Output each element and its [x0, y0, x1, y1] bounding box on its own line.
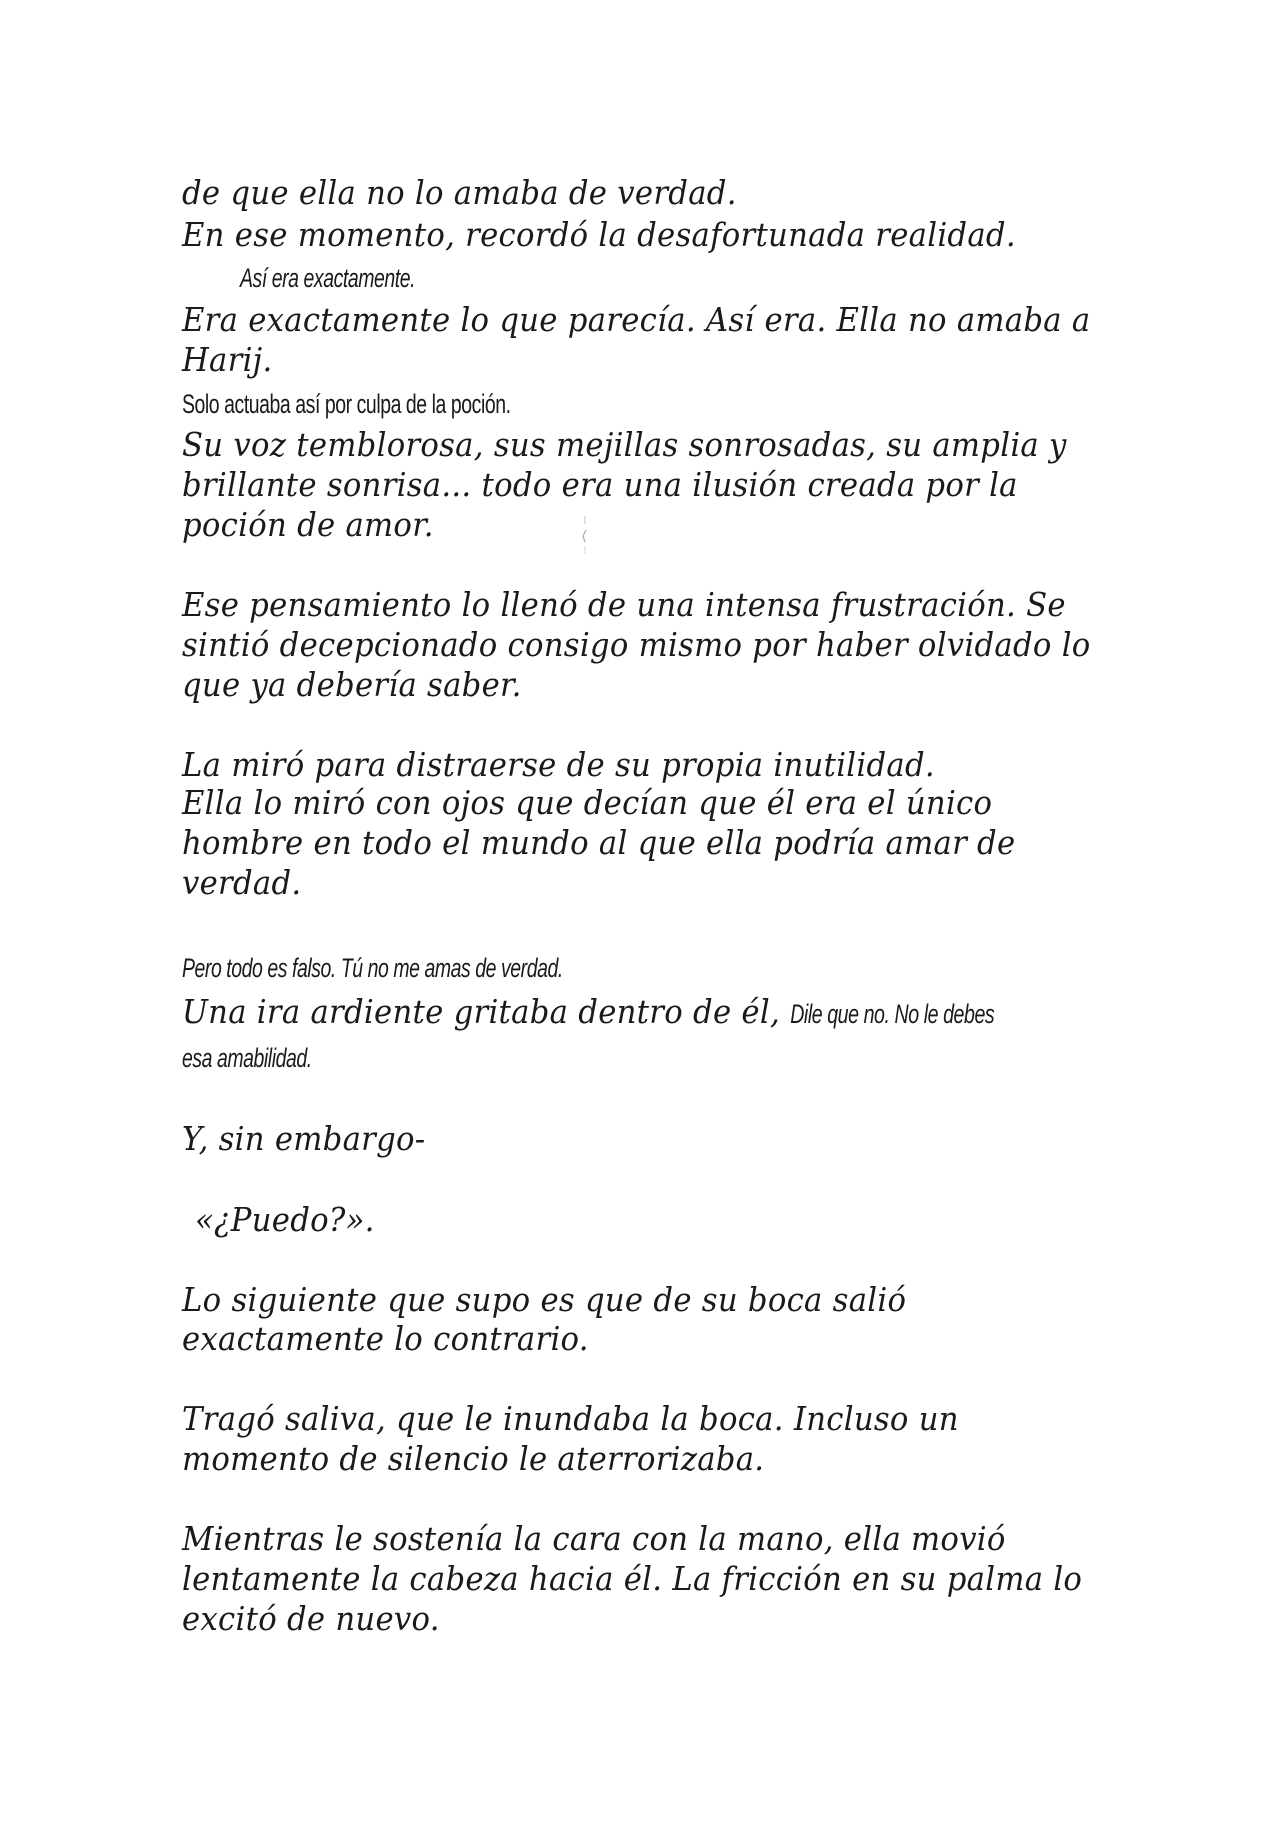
- text-line: Su voz temblorosa, sus mejillas sonrosadas, su amplia y: [182, 425, 1067, 464]
- inner-thought-line: Solo actuaba así por culpa de la poción.: [182, 389, 511, 419]
- inner-thought-line: esa amabilidad.: [182, 1043, 312, 1073]
- text-line: exactamente lo contrario.: [182, 1319, 589, 1358]
- text-line: hombre en todo el mundo al que ella podría amar de: [182, 823, 1016, 862]
- text-line: momento de silencio le aterrorizaba.: [182, 1439, 765, 1478]
- text-line: Lo siguiente que supo es que de su boca salió: [182, 1280, 907, 1319]
- text-line: sintió decepcionado consigo mismo por haber olvidado lo: [182, 625, 1091, 664]
- narration-segment: Una ira ardiente gritaba dentro de él,: [182, 992, 781, 1031]
- text-line: excitó de nuevo.: [182, 1599, 440, 1638]
- text-line: Era exactamente lo que parecía. Así era. Ella no amaba a: [182, 300, 1091, 339]
- text-line: lentamente la cabeza hacia él. La fricción en su palma lo: [182, 1559, 1083, 1598]
- inline-thought-segment: Dile que no. No le debes: [790, 999, 995, 1029]
- dialogue-line: «¿Puedo?».: [195, 1200, 375, 1239]
- text-line: poción de amor.: [182, 505, 434, 544]
- scan-artifact: [582, 516, 588, 556]
- text-line: brillante sonrisa... todo era una ilusión creada por la: [182, 465, 1018, 504]
- text-line: La miró para distraerse de su propia inutilidad.: [182, 745, 935, 784]
- text-line: verdad.: [182, 863, 302, 902]
- text-line: Mientras le sostenía la cara con la mano, ella movió: [182, 1519, 1006, 1558]
- text-line: Ese pensamiento lo llenó de una intensa frustración. Se: [182, 585, 1066, 624]
- inner-thought-line: Pero todo es falso. Tú no me amas de verdad.: [182, 953, 563, 983]
- text-line: Tragó saliva, que le inundaba la boca. Incluso un: [182, 1399, 959, 1438]
- inner-thought-line: Así era exactamente.: [240, 263, 416, 293]
- text-line: Y, sin embargo-: [182, 1119, 426, 1158]
- text-line: [182, 992, 1052, 1031]
- text-line: que ya debería saber.: [182, 665, 522, 704]
- text-line: Harij.: [182, 340, 273, 379]
- text-line: Ella lo miró con ojos que decían que él era el único: [182, 783, 993, 822]
- text-line: de que ella no lo amaba de verdad.: [182, 173, 737, 212]
- text-line: En ese momento, recordó la desafortunada realidad.: [182, 215, 1016, 254]
